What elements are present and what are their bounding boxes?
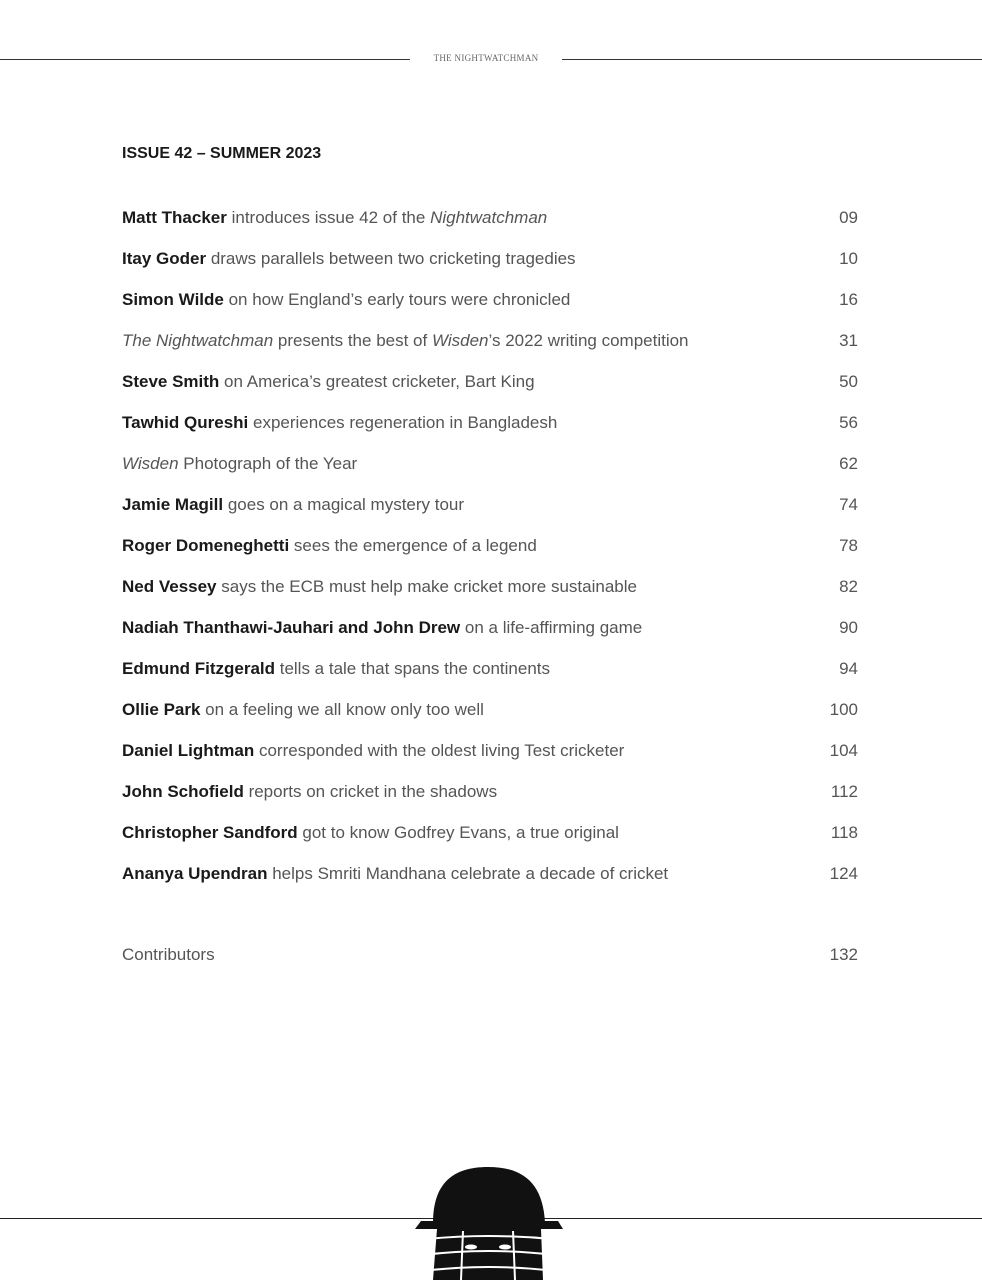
- toc-author: Tawhid Qureshi: [122, 413, 249, 432]
- toc-page-number: 62: [839, 454, 858, 473]
- toc-author: Itay Goder: [122, 249, 207, 268]
- helmet-peak: [415, 1221, 563, 1229]
- toc-page-number: 82: [839, 577, 858, 596]
- header-rule-right: [562, 59, 982, 60]
- toc-author: Roger Domeneghetti: [122, 536, 290, 555]
- contributors-entry[interactable]: [122, 945, 858, 969]
- helmet-dome: [433, 1167, 545, 1225]
- toc-entry-text: [122, 413, 557, 433]
- toc-page-number: 16: [839, 290, 858, 309]
- toc-description: Photograph of the Year: [178, 454, 358, 473]
- toc-description: got to know Godfrey Evans, a true original: [297, 823, 619, 842]
- toc-author: Christopher Sandford: [122, 823, 298, 842]
- toc-author: Ned Vessey: [122, 577, 217, 596]
- toc-author: Simon Wilde: [122, 290, 224, 309]
- toc-entry-text: [122, 331, 689, 351]
- toc-page-number: 78: [839, 536, 858, 555]
- toc-description: presents the best of: [273, 331, 432, 350]
- cricketer-helmet-photo: [393, 1163, 583, 1280]
- toc-italic-title: Nightwatchman: [430, 208, 548, 227]
- toc-page-number: 31: [839, 331, 858, 350]
- toc-entry[interactable]: [122, 573, 858, 614]
- toc-page-number: 09: [839, 208, 858, 227]
- toc-page-number: 112: [830, 782, 858, 801]
- toc-entry-text: [122, 372, 535, 392]
- toc-description: on a life-affirming game: [460, 618, 643, 637]
- toc-entry-text: [122, 618, 642, 638]
- toc-author: Steve Smith: [122, 372, 220, 391]
- toc-entry[interactable]: [122, 532, 858, 573]
- player-eye-right: [499, 1245, 511, 1250]
- toc-entry[interactable]: [122, 204, 858, 245]
- toc-entry-text: [122, 536, 537, 556]
- toc-entry-text: [122, 782, 497, 802]
- toc-description: ’s 2022 writing competition: [488, 331, 689, 350]
- toc-page-number: 118: [830, 823, 858, 842]
- toc-description: on how England’s early tours were chronicled: [223, 290, 571, 309]
- toc-entry[interactable]: [122, 737, 858, 778]
- toc-entry[interactable]: [122, 450, 858, 491]
- toc-entry-text: [122, 659, 550, 679]
- toc-description: sees the emergence of a legend: [289, 536, 537, 555]
- toc-description: tells a tale that spans the continents: [275, 659, 551, 678]
- toc-description: draws parallels between two cricketing tragedies: [206, 249, 576, 268]
- toc-entry-text: [122, 741, 624, 761]
- toc-entry-text: [122, 249, 576, 269]
- toc-description: corresponded with the oldest living Test cricketer: [254, 741, 625, 760]
- toc-author: Jamie Magill: [122, 495, 224, 514]
- toc-entry[interactable]: [122, 368, 858, 409]
- toc-page-number: 100: [829, 700, 858, 719]
- toc-entry-text: [122, 577, 637, 597]
- toc-entry[interactable]: [122, 327, 858, 368]
- toc-entry[interactable]: [122, 491, 858, 532]
- toc-description: helps Smriti Mandhana celebrate a decade of cricket: [267, 864, 669, 883]
- table-of-contents: [122, 204, 858, 901]
- toc-entry-text: [122, 864, 668, 884]
- toc-entry[interactable]: [122, 819, 858, 860]
- toc-page-number: 10: [839, 249, 858, 268]
- toc-entry-text: [122, 700, 484, 720]
- toc-entry-text: [122, 454, 357, 474]
- toc-page-number: 50: [839, 372, 858, 391]
- toc-page-number: 94: [839, 659, 858, 678]
- toc-description: reports on cricket in the shadows: [243, 782, 498, 801]
- toc-entry[interactable]: [122, 245, 858, 286]
- toc-entry-text: [122, 823, 619, 843]
- toc-page-number: 56: [839, 413, 858, 432]
- toc-entry[interactable]: [122, 860, 858, 901]
- masthead: THE NIGHTWATCHMAN: [433, 53, 539, 63]
- toc-author: Daniel Lightman: [122, 741, 255, 760]
- toc-entry[interactable]: [122, 614, 858, 655]
- issue-title: ISSUE 42 – SUMMER 2023: [122, 145, 322, 162]
- toc-author: Matt Thacker: [122, 208, 227, 227]
- toc-author: Edmund Fitzgerald: [122, 659, 275, 678]
- toc-author: John Schofield: [122, 782, 244, 801]
- toc-entry[interactable]: [122, 696, 858, 737]
- toc-page-number: 74: [839, 495, 858, 514]
- toc-italic-title: Wisden: [122, 454, 179, 473]
- toc-description: introduces issue 42 of the: [226, 208, 431, 227]
- toc-description: on America’s greatest cricketer, Bart King: [219, 372, 535, 391]
- toc-page-number: 104: [829, 741, 858, 760]
- toc-description: on a feeling we all know only too well: [200, 700, 484, 719]
- toc-entry-text: [122, 495, 464, 515]
- toc-entry-text: [122, 208, 547, 228]
- toc-italic-title: Wisden: [431, 331, 489, 350]
- toc-page-number: 90: [839, 618, 858, 637]
- toc-entry[interactable]: [122, 778, 858, 819]
- toc-author: Ananya Upendran: [122, 864, 268, 883]
- toc-description: goes on a magical mystery tour: [223, 495, 465, 514]
- player-eye-left: [465, 1245, 477, 1250]
- toc-entry[interactable]: [122, 655, 858, 696]
- contributors-label: Contributors: [122, 945, 215, 964]
- contributors-page-number: 132: [829, 945, 858, 964]
- toc-description: says the ECB must help make cricket more sustainable: [216, 577, 637, 596]
- toc-author: Nadiah Thanthawi-Jauhari and John Drew: [122, 618, 461, 637]
- header-rule-left: [0, 59, 410, 60]
- toc-entry[interactable]: [122, 286, 858, 327]
- toc-entry-text: [122, 290, 570, 310]
- toc-description: experiences regeneration in Bangladesh: [248, 413, 558, 432]
- toc-entry[interactable]: [122, 409, 858, 450]
- toc-author: Ollie Park: [122, 700, 201, 719]
- toc-page-number: 124: [829, 864, 858, 883]
- toc-italic-title: The Nightwatchman: [122, 331, 274, 350]
